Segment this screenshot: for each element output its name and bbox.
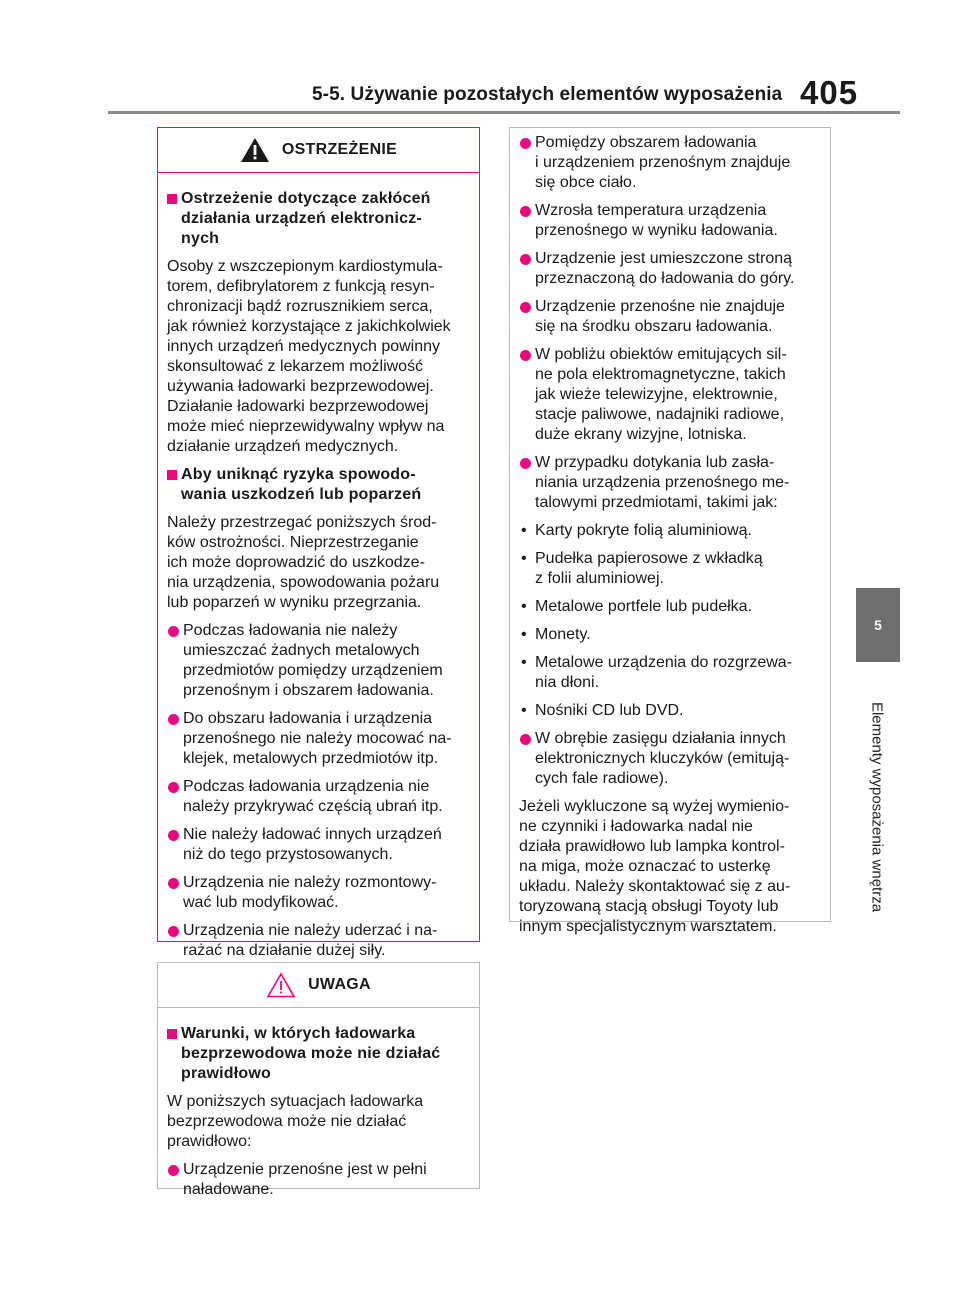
text-line: prawidłowo: — [167, 1133, 252, 1150]
sub-list-item — [519, 653, 824, 693]
caution-box — [157, 962, 480, 1198]
text-line: jak również korzystające z jakichkolwiek — [167, 318, 451, 335]
bullet-icon — [168, 830, 179, 841]
caution-continued-box — [509, 127, 831, 935]
text-line: Monety. — [535, 626, 591, 643]
text-line: klejek, metalowych przedmiotów itp. — [183, 750, 439, 767]
caution-content — [158, 1008, 479, 1200]
list-item — [519, 345, 824, 445]
text-line: Urządzenie jest umieszczone stroną — [535, 250, 793, 267]
sub-list-item — [519, 625, 824, 645]
text-line: wania uszkodzeń lub poparzeń — [181, 486, 422, 503]
page-number: 405 — [800, 74, 859, 111]
caution-heading — [167, 1024, 473, 1084]
header-divider — [108, 111, 900, 114]
text-line: Podczas ładowania urządzenia nie — [183, 778, 430, 795]
text-line: działa prawidłowo lub lampka kontrol- — [519, 838, 785, 855]
list-item — [167, 825, 473, 865]
text-line: elektronicznych kluczyków (emitują- — [535, 750, 790, 767]
caution-title: UWAGA — [308, 976, 371, 993]
sub-bullet-icon: • — [521, 702, 527, 719]
list-item — [167, 873, 473, 913]
text-line: Nośniki CD lub DVD. — [535, 702, 684, 719]
warning-box — [157, 127, 480, 959]
closing-paragraph — [519, 797, 824, 937]
text-line: cych fale radiowe). — [535, 770, 669, 787]
warning-title: OSTRZEŻENIE — [281, 141, 398, 158]
sub-list-item — [519, 597, 824, 617]
bullet-icon — [168, 782, 179, 793]
warning-triangle-icon — [240, 137, 270, 163]
caution-continued-content — [510, 128, 830, 937]
text-line: chronizacji bądź rozrusznikiem serca, — [167, 298, 433, 315]
bullet-icon — [520, 458, 531, 469]
text-line: Warunki, w których ładowarka — [181, 1025, 416, 1042]
bullet-icon — [168, 1165, 179, 1176]
text-line: innych urządzeń medycznych powinny — [167, 338, 441, 355]
sub-list-item — [519, 549, 824, 589]
sub-bullet-icon: • — [521, 550, 527, 567]
text-line: przenośnego w wyniku ładowania. — [535, 222, 778, 239]
page-header — [0, 0, 960, 120]
text-line: lub poparzeń w wyniku przegrzania. — [167, 594, 422, 611]
text-line: duże ekrany wizyjne, lotniska. — [535, 426, 747, 443]
text-line: i urządzeniem przenośnym znajduje — [535, 154, 791, 171]
text-line: używania ładowarki bezprzewodowej. — [167, 378, 434, 395]
text-line: przenośnego nie należy mocować na- — [183, 730, 452, 747]
text-line: Urządzenia nie należy rozmontowy- — [183, 874, 437, 891]
section-title: 5-5. Używanie pozostałych elementów wyposażenia — [312, 84, 783, 105]
warning-header — [158, 128, 479, 173]
bullet-icon — [520, 206, 531, 217]
text-line: ków ostrożności. Nieprzestrzeganie — [167, 534, 419, 551]
text-line: działanie urządzeń medycznych. — [167, 438, 399, 455]
bullet-icon — [520, 254, 531, 265]
text-line: Urządzenie przenośne jest w pełni — [183, 1161, 427, 1178]
warning-paragraph-precautions — [167, 513, 473, 613]
chapter-label-text: Elementy wyposażenia wnętrza — [868, 701, 886, 913]
list-item — [519, 729, 824, 789]
bullet-icon — [168, 714, 179, 725]
caution-triangle-icon — [266, 972, 296, 998]
text-line: bezprzewodowa może nie działać — [181, 1045, 441, 1062]
text-line: W poniższych sytuacjach ładowarka — [167, 1093, 424, 1110]
heading-square-icon — [167, 1029, 177, 1039]
text-line: Karty pokryte folią aluminiową. — [535, 522, 752, 539]
sub-bullet-icon: • — [521, 626, 527, 643]
text-line: Do obszaru ładowania i urządzenia — [183, 710, 433, 727]
text-line: wać lub modyfikować. — [183, 894, 339, 911]
text-line: jak wieże telewizyjne, elektrownie, — [535, 386, 778, 403]
text-line: ich może doprowadzić do uszkodze- — [167, 554, 425, 571]
caution-header — [158, 963, 479, 1008]
sub-bullet-icon: • — [521, 522, 527, 539]
warning-heading-interference — [167, 189, 473, 249]
chapter-label — [862, 672, 892, 942]
text-line: układu. Należy skontaktować się z au- — [519, 878, 791, 895]
text-line: W obrębie zasięgu działania innych — [535, 730, 786, 747]
heading-square-icon — [167, 194, 177, 204]
text-line: przedmiotów pomiędzy urządzeniem — [183, 662, 443, 679]
text-line: Podczas ładowania nie należy — [183, 622, 398, 639]
text-line: może mieć nieprzewidywalny wpływ na — [167, 418, 445, 435]
chapter-tab — [856, 588, 900, 662]
warning-heading-burns — [167, 465, 473, 505]
list-item — [167, 1160, 473, 1200]
text-line: bezprzewodowa może nie działać — [167, 1113, 407, 1130]
text-line: niż do tego przystosowanych. — [183, 846, 393, 863]
bullet-icon — [168, 878, 179, 889]
text-line: toryzowaną stacją obsługi Toyoty lub — [519, 898, 779, 915]
bullet-icon — [520, 138, 531, 149]
text-line: prawidłowo — [181, 1065, 271, 1082]
text-line: Ostrzeżenie dotyczące zakłóceń — [181, 190, 431, 207]
text-line: przeznaczoną do ładowania do góry. — [535, 270, 795, 287]
text-line: Pudełka papierosowe z wkładką — [535, 550, 763, 567]
text-line: się na środku obszaru ładowania. — [535, 318, 773, 335]
warning-paragraph-medical — [167, 257, 473, 457]
text-line: nia urządzenia, spowodowania pożaru — [167, 574, 440, 591]
text-line: z folii aluminiowej. — [535, 570, 664, 587]
text-line: Nie należy ładować innych urządzeń — [183, 826, 442, 843]
text-line: Metalowe portfele lub pudełka. — [535, 598, 753, 615]
list-item — [519, 201, 824, 241]
text-line: przenośnym i obszarem ładowania. — [183, 682, 434, 699]
list-item — [519, 297, 824, 337]
text-line: innym specjalistycznym warsztatem. — [519, 918, 777, 935]
text-line: Jeżeli wykluczone są wyżej wymienio- — [519, 798, 790, 815]
bullet-icon — [520, 350, 531, 361]
sub-list-item — [519, 701, 824, 721]
chapter-number: 5 — [874, 617, 882, 633]
text-line: Metalowe urządzenia do rozgrzewa- — [535, 654, 793, 671]
text-line: niania urządzenia przenośnego me- — [535, 474, 790, 491]
warning-content — [158, 173, 479, 961]
text-line: W przypadku dotykania lub zasła- — [535, 454, 775, 471]
text-line: Urządzenie przenośne nie znajduje — [535, 298, 785, 315]
list-item — [167, 777, 473, 817]
text-line: Aby uniknąć ryzyka spowodo- — [181, 466, 416, 483]
bullet-icon — [168, 626, 179, 637]
text-line: nia dłoni. — [535, 674, 600, 691]
text-line: na miga, może oznaczać to usterkę — [519, 858, 771, 875]
bullet-icon — [520, 302, 531, 313]
text-line: Działanie ładowarki bezprzewodowej — [167, 398, 429, 415]
text-line: rażać na działanie dużej siły. — [183, 942, 386, 959]
text-line: Urządzenia nie należy uderzać i na- — [183, 922, 438, 939]
text-line: ne pola elektromagnetyczne, takich — [535, 366, 786, 383]
text-line: naładowane. — [183, 1181, 274, 1198]
text-line: Osoby z wszczepionym kardiostymula- — [167, 258, 443, 275]
text-line: skonsultować z lekarzem możliwość — [167, 358, 424, 375]
text-line: się obce ciało. — [535, 174, 637, 191]
list-item — [167, 621, 473, 701]
bullet-icon — [520, 734, 531, 745]
list-item — [519, 453, 824, 513]
text-line: umieszczać żadnych metalowych — [183, 642, 420, 659]
text-line: Należy przestrzegać poniższych środ- — [167, 514, 437, 531]
bullet-icon — [168, 926, 179, 937]
sub-bullet-icon: • — [521, 654, 527, 671]
list-item — [167, 921, 473, 961]
text-line: należy przykrywać częścią ubrań itp. — [183, 798, 443, 815]
sub-bullet-icon: • — [521, 598, 527, 615]
list-item — [519, 133, 824, 193]
text-line: talowymi przedmiotami, takimi jak: — [535, 494, 778, 511]
text-line: ne czynniki i ładowarka nadal nie — [519, 818, 753, 835]
heading-square-icon — [167, 470, 177, 480]
text-line: W pobliżu obiektów emitujących sil- — [535, 346, 787, 363]
caution-paragraph — [167, 1092, 473, 1152]
list-item — [167, 709, 473, 769]
text-line: działania urządzeń elektronicz- — [181, 210, 422, 227]
sub-list-item — [519, 521, 824, 541]
list-item — [519, 249, 824, 289]
text-line: stacje paliwowe, nadajniki radiowe, — [535, 406, 785, 423]
text-line: torem, defibrylatorem z funkcją resyn- — [167, 278, 435, 295]
text-line: nych — [181, 230, 220, 247]
text-line: Pomiędzy obszarem ładowania — [535, 134, 757, 151]
text-line: Wzrosła temperatura urządzenia — [535, 202, 767, 219]
